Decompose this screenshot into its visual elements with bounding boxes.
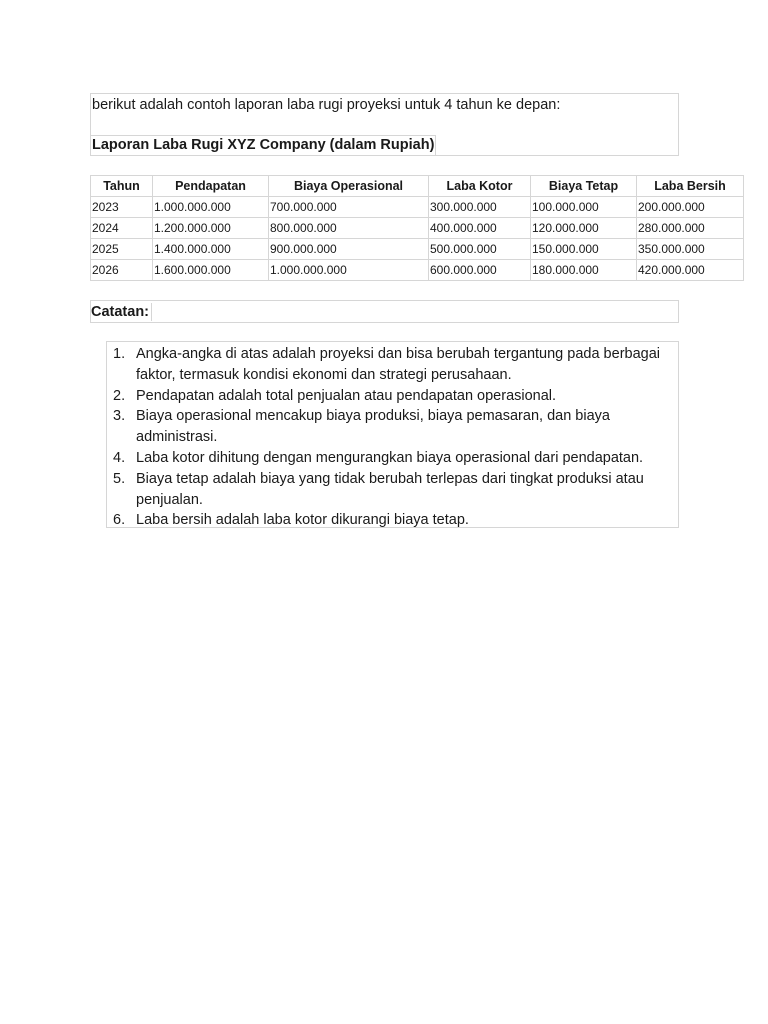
table-header-row bbox=[91, 176, 744, 197]
cell-laba-kotor: 500.000.000 bbox=[429, 239, 531, 260]
list-item-number: 5. bbox=[113, 470, 126, 487]
list-item bbox=[107, 510, 680, 531]
table-row bbox=[91, 218, 744, 239]
notes-list-container bbox=[106, 341, 679, 528]
cell-laba-bersih: 350.000.000 bbox=[637, 239, 744, 260]
cell-laba-kotor: 600.000.000 bbox=[429, 260, 531, 281]
cell-biaya-operasional: 1.000.000.000 bbox=[269, 260, 429, 281]
header-biaya-tetap: Biaya Tetap bbox=[531, 176, 637, 197]
list-item-text: Pendapatan adalah total penjualan atau pendapatan operasional. bbox=[136, 387, 557, 404]
notes-list bbox=[107, 344, 680, 531]
cell-biaya-operasional: 700.000.000 bbox=[269, 197, 429, 218]
header-pendapatan: Pendapatan bbox=[153, 176, 269, 197]
table-row bbox=[91, 239, 744, 260]
cell-pendapatan: 1.000.000.000 bbox=[153, 197, 269, 218]
cell-tahun: 2025 bbox=[91, 239, 153, 260]
report-title: Laporan Laba Rugi XYZ Company (dalam Rupiah) bbox=[92, 137, 435, 153]
intro-section bbox=[90, 93, 679, 156]
list-item-number: 4. bbox=[113, 449, 126, 466]
cell-tahun: 2024 bbox=[91, 218, 153, 239]
list-item-number: 3. bbox=[113, 408, 126, 425]
intro-text: berikut adalah contoh laporan laba rugi proyeksi untuk 4 tahun ke depan: bbox=[92, 97, 561, 113]
list-item bbox=[107, 406, 680, 448]
list-item-text: Biaya tetap adalah biaya yang tidak berubah terlepas dari tingkat produksi atau penjualan. bbox=[136, 470, 644, 508]
table-row bbox=[91, 260, 744, 281]
list-item-number: 2. bbox=[113, 387, 126, 404]
cell-pendapatan: 1.600.000.000 bbox=[153, 260, 269, 281]
list-item-text: Laba bersih adalah laba kotor dikurangi biaya tetap. bbox=[136, 512, 469, 529]
cell-laba-bersih: 280.000.000 bbox=[637, 218, 744, 239]
cell-biaya-tetap: 100.000.000 bbox=[531, 197, 637, 218]
list-item-number: 1. bbox=[113, 346, 126, 362]
list-item bbox=[107, 448, 680, 469]
cell-biaya-tetap: 120.000.000 bbox=[531, 218, 637, 239]
cell-biaya-tetap: 180.000.000 bbox=[531, 260, 637, 281]
cell-biaya-operasional: 800.000.000 bbox=[269, 218, 429, 239]
income-statement-table bbox=[90, 175, 744, 281]
cell-tahun: 2023 bbox=[91, 197, 153, 218]
list-item bbox=[107, 469, 680, 511]
cell-biaya-tetap: 150.000.000 bbox=[531, 239, 637, 260]
header-biaya-operasional: Biaya Operasional bbox=[269, 176, 429, 197]
cell-tahun: 2026 bbox=[91, 260, 153, 281]
cell-pendapatan: 1.200.000.000 bbox=[153, 218, 269, 239]
cell-laba-kotor: 400.000.000 bbox=[429, 218, 531, 239]
cell-laba-kotor: 300.000.000 bbox=[429, 197, 531, 218]
list-item-text: Angka-angka di atas adalah proyeksi dan bisa berubah tergantung pada berbagai faktor, termasuk kondisi ekonomi dan strategi perusahaan. bbox=[136, 346, 660, 383]
cell-laba-bersih: 200.000.000 bbox=[637, 197, 744, 218]
header-laba-bersih: Laba Bersih bbox=[637, 176, 744, 197]
notes-title: Catatan: bbox=[91, 303, 152, 321]
list-item-text: Laba kotor dihitung dengan mengurangkan biaya operasional dari pendapatan. bbox=[136, 449, 644, 466]
header-tahun: Tahun bbox=[91, 176, 153, 197]
header-laba-kotor: Laba Kotor bbox=[429, 176, 531, 197]
table-row bbox=[91, 197, 744, 218]
list-item bbox=[107, 344, 680, 386]
list-item-number: 6. bbox=[113, 512, 126, 529]
list-item-text: Biaya operasional mencakup biaya produksi, biaya pemasaran, dan biaya administrasi. bbox=[136, 408, 610, 446]
notes-header bbox=[90, 300, 679, 323]
cell-laba-bersih: 420.000.000 bbox=[637, 260, 744, 281]
cell-biaya-operasional: 900.000.000 bbox=[269, 239, 429, 260]
cell-pendapatan: 1.400.000.000 bbox=[153, 239, 269, 260]
list-item bbox=[107, 386, 680, 407]
